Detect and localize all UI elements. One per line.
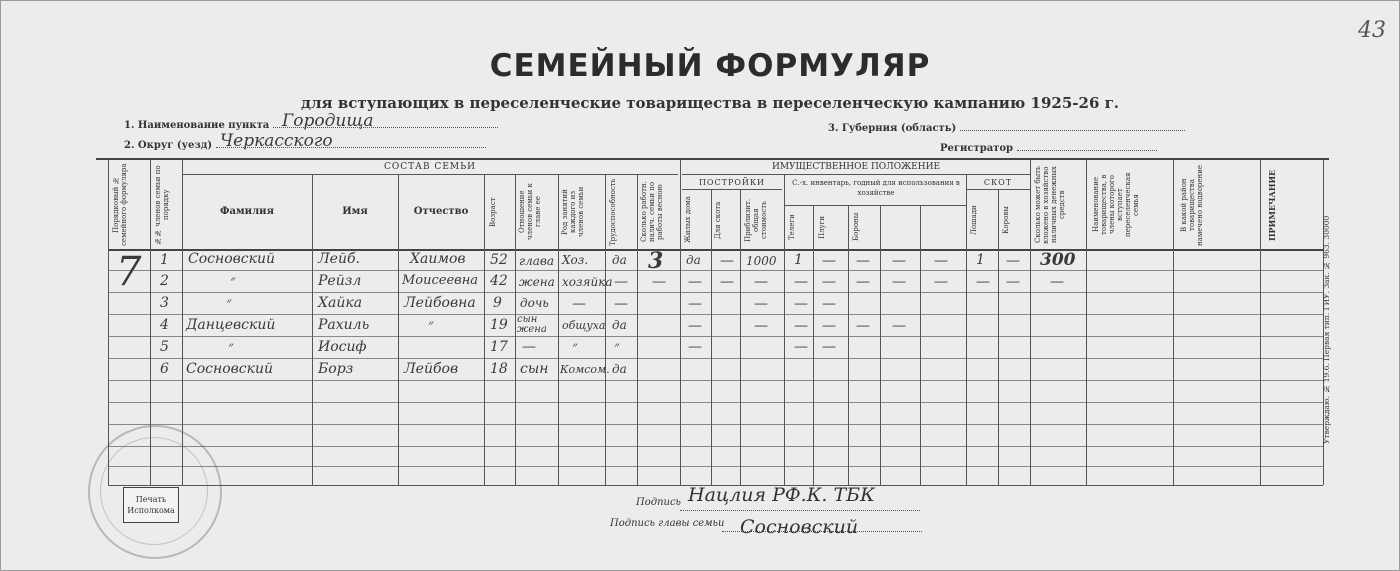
cell-carts: — xyxy=(794,318,808,334)
cell-name: Борз xyxy=(318,361,354,377)
signature-label: Подпись xyxy=(636,497,682,508)
cell-occupation: — xyxy=(572,296,586,312)
cell-occupation: хозяйка xyxy=(562,275,613,289)
province-label: 3. Губерния (область) xyxy=(828,123,957,134)
cell-carts: — xyxy=(794,339,808,355)
cell-harrows: — xyxy=(856,274,870,290)
cell-name: Хайка xyxy=(318,295,363,311)
cell-plows: — xyxy=(822,296,836,312)
field-district xyxy=(124,131,486,151)
header-carts: Телеги xyxy=(788,214,796,240)
registrar-label: Регистратор xyxy=(940,143,1014,154)
signature-value: Нацлия РФ.К. ТБК xyxy=(688,484,875,506)
cell-houses: да xyxy=(686,253,701,267)
cell-workers: 3 xyxy=(648,248,664,274)
cell-inventory-1: — xyxy=(892,274,906,290)
header-harrows: Бороны xyxy=(852,212,860,242)
cell-horses: 1 xyxy=(976,252,985,268)
cell-carts: 1 xyxy=(794,252,803,268)
header-occupation: Род занятий каждого из членов семьи xyxy=(561,186,585,238)
cell-relation: дочь xyxy=(520,296,549,310)
cell-age: 17 xyxy=(490,339,508,355)
header-partnership: Наименование товарищества, в члены которого вступает переселенческая семья xyxy=(1092,172,1140,238)
cell-value: — xyxy=(754,296,768,312)
cell-patronymic: Хаимов xyxy=(410,251,466,267)
cell-money: 300 xyxy=(1040,250,1076,270)
property-group-caption: ИМУЩЕСТВЕННОЕ ПОЛОЖЕНИЕ xyxy=(771,162,941,172)
cell-relation: — xyxy=(522,339,536,355)
cell-workers: — xyxy=(652,274,666,290)
cell-harrows: — xyxy=(856,253,870,269)
cell-inventory-2: — xyxy=(934,253,948,269)
cell-relation: жена xyxy=(519,275,555,289)
header-age: Возраст xyxy=(489,197,497,227)
header-relation: Отношение членов семьи к главе ее xyxy=(518,183,542,241)
cell-value: — xyxy=(754,274,768,290)
header-name: Имя xyxy=(342,206,368,217)
cell-age: 52 xyxy=(490,252,508,268)
family-group-caption: СОСТАВ СЕМЬИ xyxy=(383,162,477,172)
header-houses: Жилых дома xyxy=(684,196,692,244)
header-value: Приблизит. общая стоимость xyxy=(744,198,768,242)
cell-ability: да xyxy=(612,318,627,332)
cell-inventory-1: — xyxy=(892,318,906,334)
cell-age: 19 xyxy=(490,317,508,333)
cell-occupation: Хоз. xyxy=(562,253,589,267)
buildings-caption: ПОСТРОЙКИ xyxy=(698,178,766,187)
field-province xyxy=(828,123,1185,134)
settlement-label: 1. Наименование пункта xyxy=(124,120,270,131)
cell-ability: ״ xyxy=(614,339,620,355)
header-livestock-buildings: Для скота xyxy=(714,201,722,239)
cell-patronymic: Лейбовна xyxy=(404,295,476,311)
family-head-signature-label: Подпись главы семьи xyxy=(610,518,725,529)
cell-surname: Данцевский xyxy=(186,317,276,333)
cell-relation: сын жена xyxy=(517,314,547,335)
cell-houses: — xyxy=(688,318,702,334)
cell-plows: — xyxy=(822,253,836,269)
header-notes: ПРИМЕЧАНИЕ xyxy=(1267,169,1277,241)
cell-plows: — xyxy=(822,339,836,355)
cell-patronymic: ״ xyxy=(428,317,434,333)
page-number: 43 xyxy=(1358,18,1386,43)
header-surname: Фамилия xyxy=(220,206,274,217)
cell-occupation: общуха xyxy=(562,319,606,332)
cell-money: — xyxy=(1050,274,1064,290)
cell-inventory-1: — xyxy=(892,253,906,269)
cell-age: 42 xyxy=(490,273,508,289)
cell-relation: сын xyxy=(520,361,549,377)
district-value: Черкасского xyxy=(220,131,333,151)
cell-value: — xyxy=(754,318,768,334)
header-plows: Плуги xyxy=(818,215,826,239)
cell-patronymic: Моисеевна xyxy=(402,273,479,288)
cell-ability: — xyxy=(614,274,628,290)
cell-carts: — xyxy=(794,296,808,312)
form-title: СЕМЕЙНЫЙ ФОРМУЛЯР xyxy=(489,48,931,84)
cell-ability: — xyxy=(614,296,628,312)
cell-occupation: Комсом. xyxy=(560,363,610,376)
header-workers: Сколько работн. налич. семьи по работы весною xyxy=(640,181,664,243)
cell-houses: — xyxy=(688,339,702,355)
settlement-value: Городища xyxy=(282,111,374,131)
cell-occupation: ״ xyxy=(572,339,578,355)
form-subtitle: для вступающих в переселенческие товарищества в переселенческую кампанию 1925-26 г. xyxy=(300,94,1120,112)
cell-value: 1000 xyxy=(746,254,777,268)
cell-carts: — xyxy=(794,274,808,290)
cell-num: 2 xyxy=(160,273,169,289)
cell-relation: глава xyxy=(519,254,554,268)
header-cows: Коровы xyxy=(1002,206,1010,234)
header-member-no: №№ членов семьи по порядку xyxy=(154,165,170,245)
cell-name: Рейзл xyxy=(318,273,362,289)
cell-plows: — xyxy=(822,318,836,334)
cell-age: 18 xyxy=(490,361,508,377)
cell-name: Рахиль xyxy=(318,317,370,333)
inventory-caption: С.-х. инвентарь, годный для использования в хозяйстве xyxy=(792,179,960,197)
cell-name: Лейб. xyxy=(318,251,360,267)
cell-num: 4 xyxy=(160,317,169,333)
cell-name: Иосиф xyxy=(318,339,367,355)
cell-harrows: — xyxy=(856,318,870,334)
cell-horses: — xyxy=(976,274,990,290)
cell-cows: — xyxy=(1006,274,1020,290)
header-district: В какой район товарищества намечено водворение xyxy=(1180,164,1204,246)
cell-num: 6 xyxy=(160,361,169,377)
cell-inventory-2: — xyxy=(934,274,948,290)
livestock-caption: СКОТ xyxy=(983,178,1013,187)
cell-ability: да xyxy=(612,253,627,267)
cell-cows: — xyxy=(1006,253,1020,269)
district-label: 2. Округ (уезд) xyxy=(124,140,213,151)
header-ability: Трудоспособность xyxy=(609,178,617,246)
cell-num: 3 xyxy=(160,295,169,311)
cell-surname: Сосновский xyxy=(188,251,276,267)
cell-livestock-buildings: — xyxy=(720,253,734,269)
cell-houses: — xyxy=(688,274,702,290)
header-horses: Лошади xyxy=(970,205,978,235)
cell-num: 1 xyxy=(160,252,169,268)
header-formular-no: Порядковый № семейного формуляра xyxy=(112,163,128,247)
cell-formular: 7 xyxy=(116,249,142,295)
stamp-box: Печать Исполкома xyxy=(123,487,179,523)
cell-surname: ״ xyxy=(228,339,234,355)
cell-num: 5 xyxy=(160,339,169,355)
field-registrar xyxy=(940,143,1157,154)
printer-note: Утверждаю. № 19.6. Первая тип. ГИУ. Зак. № 963. 30000 xyxy=(1322,215,1331,445)
field-settlement xyxy=(124,111,498,131)
header-money: Сколько может быть вложено в хозяйство наличных денежных средств xyxy=(1034,166,1066,244)
cell-surname: Сосновский xyxy=(186,361,274,377)
cell-livestock-buildings: — xyxy=(720,274,734,290)
family-head-signature-value: Сосновский xyxy=(740,516,859,538)
cell-patronymic: Лейбов xyxy=(404,361,459,377)
cell-age: 9 xyxy=(493,295,502,311)
cell-surname: ״ xyxy=(230,273,236,289)
cell-plows: — xyxy=(822,274,836,290)
cell-ability: да xyxy=(612,362,627,376)
cell-surname: ״ xyxy=(226,295,232,311)
header-patronymic: Отчество xyxy=(413,206,469,217)
cell-houses: — xyxy=(688,296,702,312)
